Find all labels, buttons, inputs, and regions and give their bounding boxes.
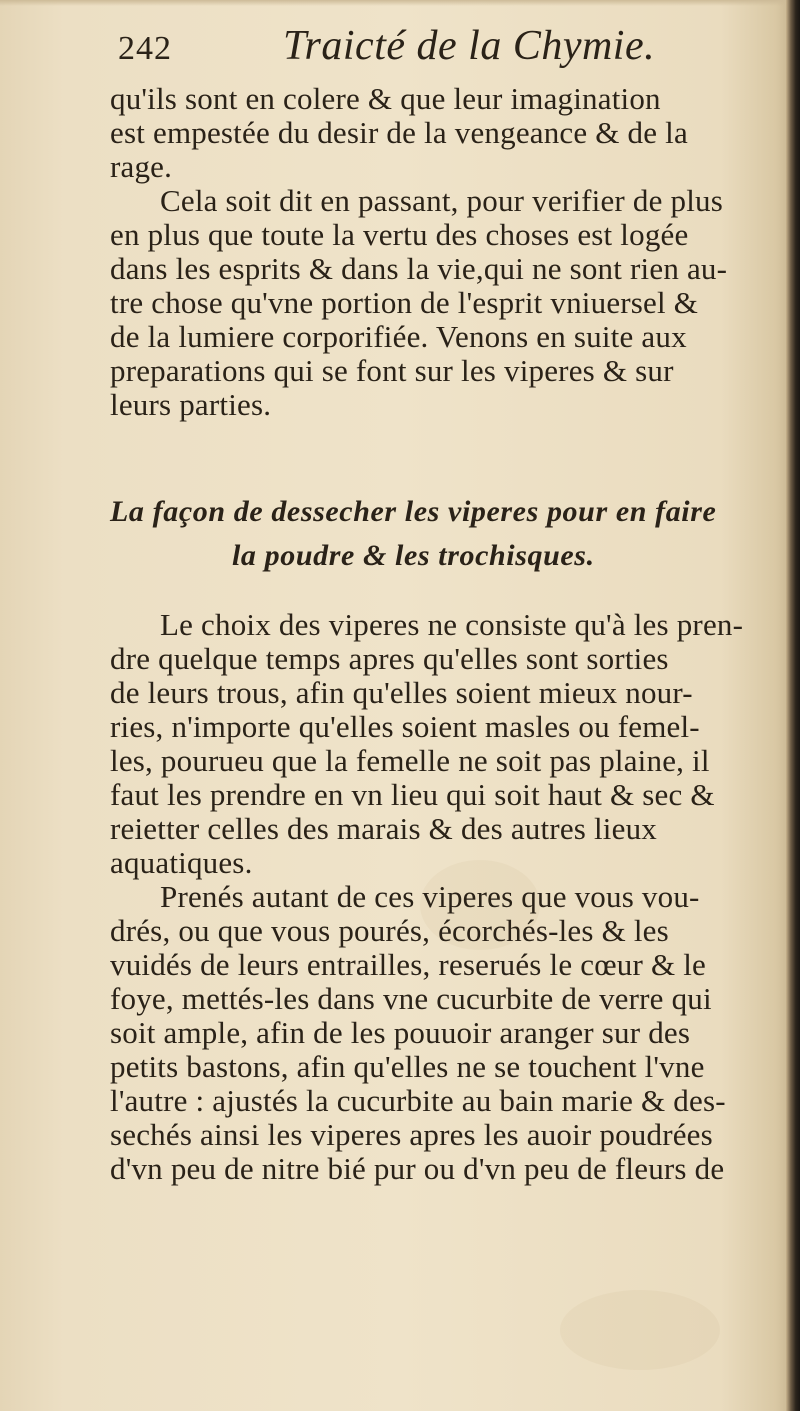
- text-line: est empestée du desir de la vengeance & de la: [110, 115, 688, 150]
- text-line: les, pourueu que la femelle ne soit pas plaine, il: [110, 743, 710, 778]
- paper-stain: [560, 1290, 720, 1370]
- text-line: de leurs trous, afin qu'elles soient mieux nour-: [110, 675, 693, 710]
- text-line: en plus que toute la vertu des choses est logée: [110, 217, 689, 252]
- text-line: dans les esprits & dans la vie,qui ne sont rien au-: [110, 251, 728, 286]
- text-line: foye, mettés-les dans vne cucurbite de verre qui: [110, 981, 712, 1016]
- section-heading: [110, 490, 765, 578]
- text-line: qu'ils sont en colere & que leur imagination: [110, 81, 661, 116]
- page-binding-edge: [786, 0, 800, 1411]
- running-head: [118, 20, 758, 80]
- paragraph: [110, 184, 765, 422]
- heading-line: la poudre & les trochisques.: [232, 539, 595, 572]
- text-line: aquatiques.: [110, 845, 253, 880]
- text-line: drés, ou que vous pourés, écorchés-les & les: [110, 913, 669, 948]
- text-line: sechés ainsi les viperes apres les auoir poudrées: [110, 1117, 713, 1152]
- text-line: Le choix des viperes ne consiste qu'à les pren-: [160, 607, 744, 642]
- running-title: Traicté de la Chymie.: [283, 23, 656, 69]
- text-line: soit ample, afin de les pouuoir aranger sur des: [110, 1015, 691, 1050]
- paragraph: [110, 608, 765, 880]
- page-top-edge: [0, 0, 800, 6]
- text-line: dre quelque temps apres qu'elles sont sorties: [110, 641, 669, 676]
- page-number: 242: [118, 30, 172, 67]
- text-line: preparations qui se font sur les viperes & sur: [110, 353, 674, 388]
- paragraph: [110, 880, 765, 1186]
- text-line: Prenés autant de ces viperes que vous vou-: [160, 879, 700, 914]
- body-text-bottom: [110, 608, 765, 1186]
- text-line: vuidés de leurs entrailles, reserués le cœur & le: [110, 947, 706, 982]
- text-line: ries, n'importe qu'elles soient masles ou femel-: [110, 709, 700, 744]
- body-text-top: [110, 82, 765, 422]
- text-line: faut les prendre en vn lieu qui soit haut & sec &: [110, 777, 715, 812]
- text-line: l'autre : ajustés la cucurbite au bain marie & des-: [110, 1083, 726, 1118]
- text-line: de la lumiere corporifiée. Venons en suite aux: [110, 319, 687, 354]
- text-line: petits bastons, afin qu'elles ne se touchent l'vne: [110, 1049, 705, 1084]
- text-line: reietter celles des marais & des autres lieux: [110, 811, 657, 846]
- text-line: d'vn peu de nitre bié pur ou d'vn peu de fleurs de: [110, 1151, 725, 1186]
- heading-line: La façon de dessecher les viperes pour en faire: [110, 495, 717, 528]
- text-line: Cela soit dit en passant, pour verifier de plus: [160, 183, 723, 218]
- text-line: rage.: [110, 149, 173, 184]
- text-line: leurs parties.: [110, 387, 272, 422]
- text-line: tre chose qu'vne portion de l'esprit vniuersel &: [110, 285, 699, 320]
- paragraph-continuation: [110, 82, 765, 184]
